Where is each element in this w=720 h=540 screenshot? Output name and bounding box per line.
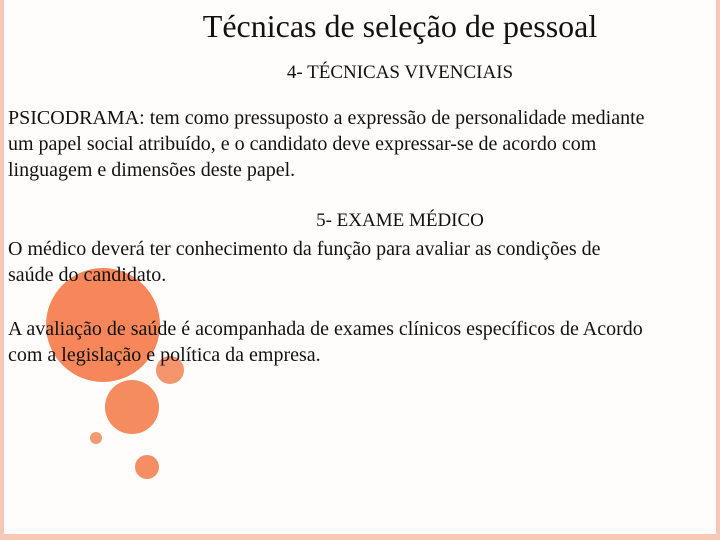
slide-title: Técnicas de seleção de pessoal [202,8,598,44]
section-heading-exame-medico: 5- EXAME MÉDICO [316,210,484,231]
paragraph-avaliacao: A avaliação de saúde é acompanhada de exames clínicos específicos de Acordo com a legislação e política da empresa. [8,318,643,366]
section-heading-vivenciais: 4- TÉCNICAS VIVENCIAIS [286,62,514,83]
paragraph-medico: O médico deverá ter conhecimento da função para avaliar as condições de saúde do candidato. [8,238,601,286]
paragraph-psicodrama: PSICODRAMA: tem como pressuposto a expressão de personalidade mediante um papel social atribuído, e o candidato deve expressar-se de acordo com linguagem e dimensões deste papel. [8,107,645,181]
